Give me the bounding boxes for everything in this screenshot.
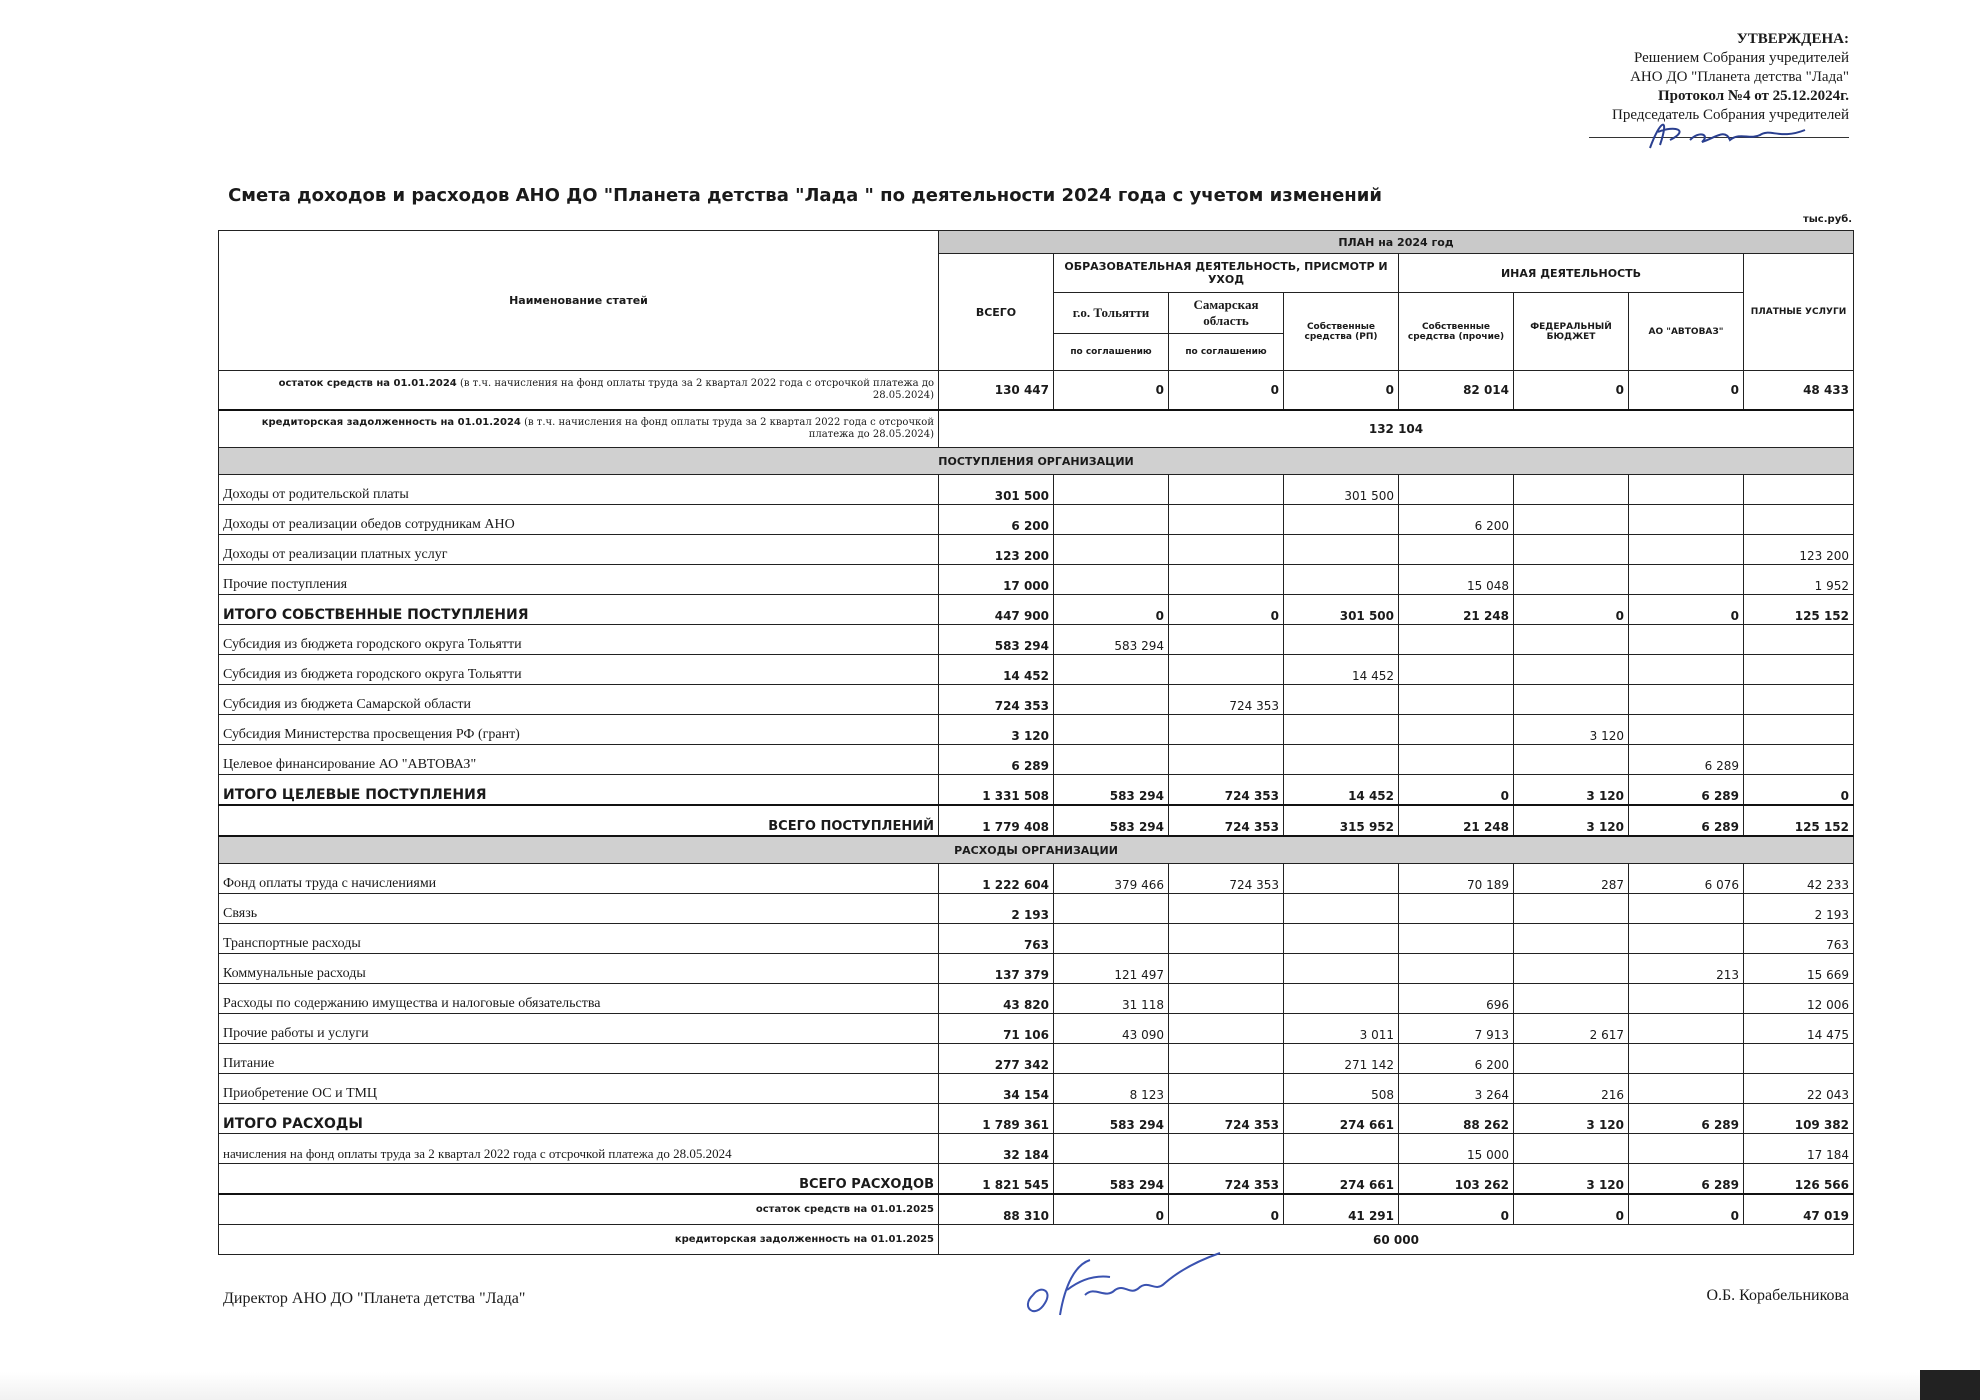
row-label: Расходы по содержанию имущества и налоговые обязательства xyxy=(219,984,939,1014)
cell: 6 289 xyxy=(1629,745,1744,775)
cell: 125 152 xyxy=(1744,595,1854,625)
row-label: Транспортные расходы xyxy=(219,924,939,954)
table-row xyxy=(219,805,1854,836)
cell: 88 310 xyxy=(939,1194,1054,1225)
approval-heading: УТВЕРЖДЕНА: xyxy=(1736,31,1849,47)
cell xyxy=(1514,505,1629,535)
cell xyxy=(1169,745,1284,775)
header-total: ВСЕГО xyxy=(939,254,1054,371)
cell xyxy=(1399,745,1514,775)
row-label: Субсидия Министерства просвещения РФ (грант) xyxy=(219,715,939,745)
cell: 0 xyxy=(1054,595,1169,625)
table-row xyxy=(219,625,1854,655)
cell xyxy=(1054,1134,1169,1164)
cell: 583 294 xyxy=(1054,1104,1169,1134)
cell xyxy=(1054,685,1169,715)
cell: 301 500 xyxy=(1284,475,1399,505)
cell: 1 779 408 xyxy=(939,805,1054,836)
cell xyxy=(1284,685,1399,715)
row-label: ВСЕГО ПОСТУПЛЕНИЙ xyxy=(219,805,939,836)
table-row xyxy=(219,984,1854,1014)
cell xyxy=(1514,745,1629,775)
cell: 583 294 xyxy=(1054,805,1169,836)
cell xyxy=(1514,1044,1629,1074)
cell xyxy=(1514,954,1629,984)
cell: 0 xyxy=(1169,371,1284,411)
cell: 6 200 xyxy=(1399,1044,1514,1074)
closing-balance-row xyxy=(219,1194,1854,1225)
cell xyxy=(1514,535,1629,565)
cell: 6 289 xyxy=(1629,775,1744,806)
cell xyxy=(1399,475,1514,505)
cell: 42 233 xyxy=(1744,864,1854,894)
cell: 287 xyxy=(1514,864,1629,894)
cell xyxy=(1284,745,1399,775)
row-label: ИТОГО РАСХОДЫ xyxy=(219,1104,939,1134)
row-label: Субсидия из бюджета городского округа Тольятти xyxy=(219,655,939,685)
cell xyxy=(1054,924,1169,954)
cell: 0 xyxy=(1399,1194,1514,1225)
cell xyxy=(1399,685,1514,715)
cell xyxy=(1629,1074,1744,1104)
cell: 14 452 xyxy=(1284,655,1399,685)
row-label: Целевое финансирование АО "АВТОВАЗ" xyxy=(219,745,939,775)
cell xyxy=(1284,954,1399,984)
table-row xyxy=(219,565,1854,595)
cell: 7 913 xyxy=(1399,1014,1514,1044)
cell: 1 789 361 xyxy=(939,1104,1054,1134)
cell: 0 xyxy=(1169,1194,1284,1225)
header-name-col: Наименование статей xyxy=(219,231,939,371)
cell: 12 006 xyxy=(1744,984,1854,1014)
cell: 724 353 xyxy=(1169,1164,1284,1195)
cell xyxy=(1284,535,1399,565)
cell xyxy=(1169,625,1284,655)
cell: 724 353 xyxy=(1169,685,1284,715)
table-row xyxy=(219,535,1854,565)
row-label: Питание xyxy=(219,1044,939,1074)
row-label: Прочие работы и услуги xyxy=(219,1014,939,1044)
cell xyxy=(1514,924,1629,954)
cell: 0 xyxy=(1284,371,1399,411)
cell: 6 289 xyxy=(939,745,1054,775)
cell: 31 118 xyxy=(1054,984,1169,1014)
cell: 0 xyxy=(1054,371,1169,411)
table-row xyxy=(219,475,1854,505)
cell xyxy=(1399,625,1514,655)
cell: 1 821 545 xyxy=(939,1164,1054,1195)
table-row xyxy=(219,655,1854,685)
cell: 274 661 xyxy=(1284,1164,1399,1195)
row-label: Доходы от родительской платы xyxy=(219,475,939,505)
cell: 583 294 xyxy=(1054,1164,1169,1195)
table-row xyxy=(219,1014,1854,1044)
cell xyxy=(1399,715,1514,745)
table-row xyxy=(219,685,1854,715)
cell xyxy=(1514,685,1629,715)
units-label: тыс.руб. xyxy=(1802,214,1852,225)
cell xyxy=(1629,715,1744,745)
director-name: О.Б. Корабельникова xyxy=(1706,1287,1849,1304)
row-label: Фонд оплаты труда с начислениями xyxy=(219,864,939,894)
cell: 2 193 xyxy=(1744,894,1854,924)
approval-protocol: Протокол №4 от 25.12.2024г. xyxy=(1657,88,1849,104)
header-own-rp: Собственные средства (РП) xyxy=(1284,293,1399,371)
cell xyxy=(1399,954,1514,984)
cell: 583 294 xyxy=(1054,775,1169,806)
row-label: Связь xyxy=(219,894,939,924)
header-agreement-tolyatti: по соглашению xyxy=(1054,334,1169,371)
cell: 0 xyxy=(1399,775,1514,806)
cell: 0 xyxy=(1629,595,1744,625)
cell xyxy=(1629,984,1744,1014)
cell: 121 497 xyxy=(1054,954,1169,984)
header-paid: ПЛАТНЫЕ УСЛУГИ xyxy=(1744,254,1854,371)
table-row xyxy=(219,775,1854,806)
cell: 6 289 xyxy=(1629,805,1744,836)
cell: 34 154 xyxy=(939,1074,1054,1104)
cell: 14 475 xyxy=(1744,1014,1854,1044)
cell xyxy=(1514,475,1629,505)
cell: 213 xyxy=(1629,954,1744,984)
cell: 32 184 xyxy=(939,1134,1054,1164)
opening-debt-row xyxy=(219,410,1854,448)
cell xyxy=(1169,715,1284,745)
cell: 14 452 xyxy=(1284,775,1399,806)
cell xyxy=(1169,984,1284,1014)
opening-debt-label: кредиторская задолженность на 01.01.2024 (в т.ч. начисления на фонд оплаты труда за 2 квартал 2022 года с отсрочкой платежа до 28.05.2024) xyxy=(219,410,939,448)
cell: 41 291 xyxy=(1284,1194,1399,1225)
header-row-1 xyxy=(219,231,1854,254)
cell xyxy=(1629,685,1744,715)
cell xyxy=(1629,924,1744,954)
cell xyxy=(1284,715,1399,745)
row-label: ИТОГО ЦЕЛЕВЫЕ ПОСТУПЛЕНИЯ xyxy=(219,775,939,806)
cell: 724 353 xyxy=(1169,1104,1284,1134)
page-title: Смета доходов и расходов АНО ДО "Планета детства "Лада " по деятельности 2024 года с учетом изменений xyxy=(228,185,1382,206)
cell xyxy=(1744,1044,1854,1074)
cell: 379 466 xyxy=(1054,864,1169,894)
row-label: Доходы от реализации платных услуг xyxy=(219,535,939,565)
cell: 724 353 xyxy=(939,685,1054,715)
header-agreement-samara: по соглашению xyxy=(1169,334,1284,371)
cell: 1 952 xyxy=(1744,565,1854,595)
cell xyxy=(1514,565,1629,595)
cell xyxy=(1744,745,1854,775)
cell: 43 820 xyxy=(939,984,1054,1014)
cell: 6 200 xyxy=(1399,505,1514,535)
cell: 130 447 xyxy=(939,371,1054,411)
cell xyxy=(1744,685,1854,715)
cell: 123 200 xyxy=(1744,535,1854,565)
director-signature-icon xyxy=(1015,1245,1235,1325)
cell: 724 353 xyxy=(1169,805,1284,836)
cell: 274 661 xyxy=(1284,1104,1399,1134)
row-label: Приобретение ОС и ТМЦ xyxy=(219,1074,939,1104)
cell: 88 262 xyxy=(1399,1104,1514,1134)
cell xyxy=(1054,745,1169,775)
table-row xyxy=(219,505,1854,535)
cell: 3 120 xyxy=(1514,1104,1629,1134)
cell xyxy=(1054,535,1169,565)
cell: 103 262 xyxy=(1399,1164,1514,1195)
cell xyxy=(1284,894,1399,924)
cell xyxy=(1629,1014,1744,1044)
cell xyxy=(1744,505,1854,535)
cell: 0 xyxy=(1629,1194,1744,1225)
cell: 15 048 xyxy=(1399,565,1514,595)
cell: 1 222 604 xyxy=(939,864,1054,894)
table-row xyxy=(219,954,1854,984)
cell xyxy=(1284,565,1399,595)
table-row xyxy=(219,1074,1854,1104)
cell xyxy=(1514,625,1629,655)
cell: 0 xyxy=(1514,1194,1629,1225)
cell: 301 500 xyxy=(939,475,1054,505)
income-section-row xyxy=(219,448,1854,475)
cell xyxy=(1399,655,1514,685)
cell: 6 289 xyxy=(1629,1104,1744,1134)
cell xyxy=(1169,1134,1284,1164)
cell: 3 120 xyxy=(939,715,1054,745)
table-row xyxy=(219,924,1854,954)
cell: 2 193 xyxy=(939,894,1054,924)
cell: 3 120 xyxy=(1514,775,1629,806)
cell xyxy=(1054,1044,1169,1074)
cell: 2 617 xyxy=(1514,1014,1629,1044)
cell xyxy=(1629,535,1744,565)
cell xyxy=(1744,715,1854,745)
header-tolyatti: г.о. Тольятти xyxy=(1054,293,1169,334)
row-label: ИТОГО СОБСТВЕННЫЕ ПОСТУПЛЕНИЯ xyxy=(219,595,939,625)
cell: 15 000 xyxy=(1399,1134,1514,1164)
scan-shadow xyxy=(0,1372,1980,1400)
cell xyxy=(1629,1134,1744,1164)
row-label: Прочие поступления xyxy=(219,565,939,595)
opening-balance-row xyxy=(219,371,1854,411)
cell xyxy=(1629,475,1744,505)
cell xyxy=(1169,655,1284,685)
cell: 3 120 xyxy=(1514,1164,1629,1195)
approval-chair: Председатель Собрания учредителей xyxy=(1612,107,1849,123)
cell xyxy=(1629,894,1744,924)
expense-rows xyxy=(219,864,1854,1195)
cell xyxy=(1629,625,1744,655)
cell xyxy=(1744,475,1854,505)
cell xyxy=(1514,984,1629,1014)
cell xyxy=(1169,505,1284,535)
cell: 0 xyxy=(1169,595,1284,625)
cell xyxy=(1054,505,1169,535)
cell: 109 382 xyxy=(1744,1104,1854,1134)
cell: 15 669 xyxy=(1744,954,1854,984)
cell: 0 xyxy=(1744,775,1854,806)
table-row xyxy=(219,1044,1854,1074)
cell xyxy=(1399,894,1514,924)
cell xyxy=(1169,1074,1284,1104)
cell: 0 xyxy=(1054,1194,1169,1225)
table-row xyxy=(219,595,1854,625)
cell xyxy=(1284,924,1399,954)
cell xyxy=(1169,535,1284,565)
closing-debt-value: 60 000 xyxy=(939,1225,1854,1255)
cell: 6 289 xyxy=(1629,1164,1744,1195)
cell: 763 xyxy=(1744,924,1854,954)
cell: 3 264 xyxy=(1399,1074,1514,1104)
cell: 0 xyxy=(1514,371,1629,411)
cell xyxy=(1054,475,1169,505)
row-label: ВСЕГО РАСХОДОВ xyxy=(219,1164,939,1195)
header-federal: ФЕДЕРАЛЬНЫЙ БЮДЖЕТ xyxy=(1514,293,1629,371)
cell: 696 xyxy=(1399,984,1514,1014)
cell: 1 331 508 xyxy=(939,775,1054,806)
cell xyxy=(1169,565,1284,595)
cell: 126 566 xyxy=(1744,1164,1854,1195)
expense-section-title: РАСХОДЫ ОРГАНИЗАЦИИ xyxy=(219,836,1854,864)
cell: 3 120 xyxy=(1514,805,1629,836)
cell xyxy=(1629,655,1744,685)
estimate-table xyxy=(218,230,1854,1255)
cell xyxy=(1054,565,1169,595)
cell: 70 189 xyxy=(1399,864,1514,894)
cell: 0 xyxy=(1514,595,1629,625)
cell xyxy=(1284,1134,1399,1164)
cell: 48 433 xyxy=(1744,371,1854,411)
chair-signature-icon xyxy=(1630,110,1830,155)
header-plan: ПЛАН на 2024 год xyxy=(939,231,1854,254)
cell: 17 184 xyxy=(1744,1134,1854,1164)
director-title: Директор АНО ДО "Планета детства "Лада" xyxy=(223,1290,526,1307)
cell: 724 353 xyxy=(1169,775,1284,806)
cell: 6 200 xyxy=(939,505,1054,535)
cell xyxy=(1284,984,1399,1014)
cell: 724 353 xyxy=(1169,864,1284,894)
cell xyxy=(1629,565,1744,595)
cell: 6 076 xyxy=(1629,864,1744,894)
cell: 271 142 xyxy=(1284,1044,1399,1074)
cell xyxy=(1284,864,1399,894)
cell xyxy=(1169,954,1284,984)
cell xyxy=(1744,625,1854,655)
approval-line-2: АНО ДО "Планета детства "Лада" xyxy=(1630,69,1849,85)
cell xyxy=(1169,1044,1284,1074)
row-label: Коммунальные расходы xyxy=(219,954,939,984)
cell xyxy=(1399,535,1514,565)
cell: 216 xyxy=(1514,1074,1629,1104)
cell xyxy=(1284,625,1399,655)
cell: 21 248 xyxy=(1399,805,1514,836)
cell xyxy=(1169,924,1284,954)
cell xyxy=(1399,924,1514,954)
opening-balance-label: остаток средств на 01.01.2024 (в т.ч. начисления на фонд оплаты труда за 2 квартал 2022 года с отсрочкой платежа до 28.05.2024) xyxy=(219,371,939,411)
cell: 137 379 xyxy=(939,954,1054,984)
header-other: ИНАЯ ДЕЯТЕЛЬНОСТЬ xyxy=(1399,254,1744,293)
cell: 3 011 xyxy=(1284,1014,1399,1044)
cell: 3 120 xyxy=(1514,715,1629,745)
header-samara: Самарская область xyxy=(1169,293,1284,334)
cell xyxy=(1169,894,1284,924)
cell: 315 952 xyxy=(1284,805,1399,836)
row-label: начисления на фонд оплаты труда за 2 квартал 2022 года с отсрочкой платежа до 28.05.2024 xyxy=(219,1134,939,1164)
cell xyxy=(1054,655,1169,685)
cell xyxy=(1284,505,1399,535)
table-row xyxy=(219,1104,1854,1134)
opening-debt-value: 132 104 xyxy=(939,410,1854,448)
table-row xyxy=(219,715,1854,745)
cell: 583 294 xyxy=(939,625,1054,655)
header-avtovaz: АО "АВТОВАЗ" xyxy=(1629,293,1744,371)
header-own-other: Собственные средства (прочие) xyxy=(1399,293,1514,371)
cell xyxy=(1514,894,1629,924)
cell: 125 152 xyxy=(1744,805,1854,836)
scan-edge xyxy=(1920,1370,1980,1400)
row-label: Субсидия из бюджета городского округа Тольятти xyxy=(219,625,939,655)
table-row xyxy=(219,1134,1854,1164)
cell: 14 452 xyxy=(939,655,1054,685)
table-row xyxy=(219,894,1854,924)
cell: 277 342 xyxy=(939,1044,1054,1074)
cell: 8 123 xyxy=(1054,1074,1169,1104)
cell xyxy=(1629,505,1744,535)
expense-section-row xyxy=(219,836,1854,864)
closing-balance-label: остаток средств на 01.01.2025 xyxy=(219,1194,939,1225)
closing-debt-label: кредиторская задолженность на 01.01.2025 xyxy=(219,1225,939,1255)
cell xyxy=(1514,655,1629,685)
cell: 301 500 xyxy=(1284,595,1399,625)
cell: 22 043 xyxy=(1744,1074,1854,1104)
income-section-title: ПОСТУПЛЕНИЯ ОРГАНИЗАЦИИ xyxy=(219,448,1854,475)
cell xyxy=(1054,715,1169,745)
cell: 123 200 xyxy=(939,535,1054,565)
cell: 763 xyxy=(939,924,1054,954)
header-edu: ОБРАЗОВАТЕЛЬНАЯ ДЕЯТЕЛЬНОСТЬ, ПРИСМОТР И УХОД xyxy=(1054,254,1399,293)
table-row xyxy=(219,864,1854,894)
income-rows xyxy=(219,475,1854,837)
cell xyxy=(1514,1134,1629,1164)
cell xyxy=(1629,1044,1744,1074)
cell xyxy=(1744,655,1854,685)
table-row xyxy=(219,1164,1854,1195)
cell: 43 090 xyxy=(1054,1014,1169,1044)
cell: 21 248 xyxy=(1399,595,1514,625)
row-label: Доходы от реализации обедов сотрудникам АНО xyxy=(219,505,939,535)
table-row xyxy=(219,745,1854,775)
cell: 508 xyxy=(1284,1074,1399,1104)
cell xyxy=(1169,1014,1284,1044)
cell: 583 294 xyxy=(1054,625,1169,655)
cell xyxy=(1054,894,1169,924)
cell: 17 000 xyxy=(939,565,1054,595)
cell xyxy=(1169,475,1284,505)
cell: 82 014 xyxy=(1399,371,1514,411)
approval-line-1: Решением Собрания учредителей xyxy=(1633,50,1849,66)
cell: 447 900 xyxy=(939,595,1054,625)
cell: 47 019 xyxy=(1744,1194,1854,1225)
row-label: Субсидия из бюджета Самарской области xyxy=(219,685,939,715)
cell: 0 xyxy=(1629,371,1744,411)
cell: 71 106 xyxy=(939,1014,1054,1044)
